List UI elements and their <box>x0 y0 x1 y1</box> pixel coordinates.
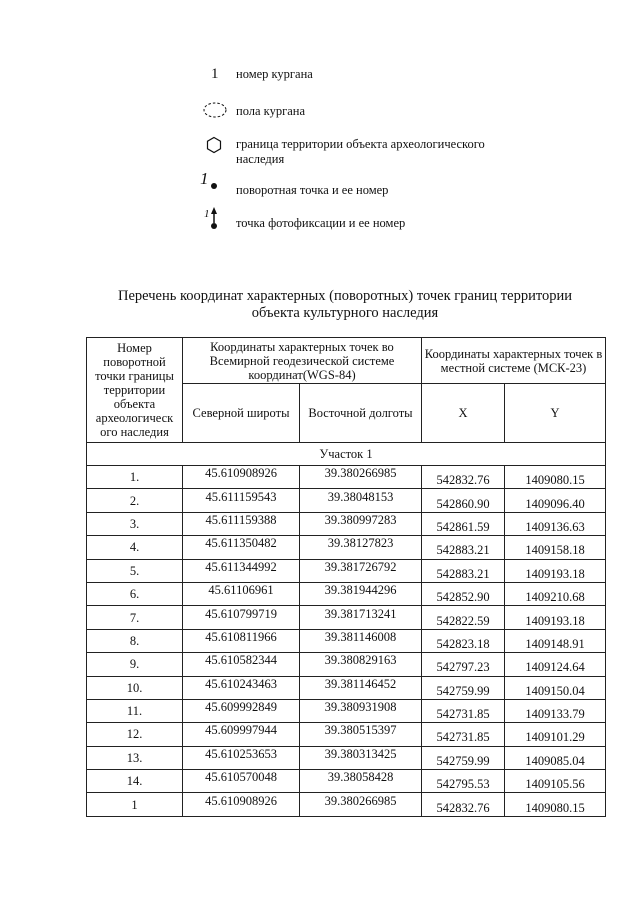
header-msk23-group: Координаты характерных точек в местной системе (МСК-23) <box>422 338 606 384</box>
table-row <box>87 723 606 746</box>
cell-longitude: 39.381146008 <box>300 629 422 652</box>
coordinates-table <box>86 337 606 817</box>
cell-latitude: 45.609992849 <box>183 699 300 722</box>
cell-x: 542731.85 <box>422 699 505 722</box>
cell-x: 542860.90 <box>422 489 505 512</box>
cell-longitude: 39.380313425 <box>300 746 422 769</box>
cell-longitude: 39.38127823 <box>300 536 422 559</box>
cell-latitude: 45.610582344 <box>183 653 300 676</box>
cell-point-number: 6. <box>87 582 183 605</box>
cell-y: 1409080.15 <box>505 793 606 816</box>
cell-x: 542832.76 <box>422 793 505 816</box>
table-row <box>87 582 606 605</box>
cell-y: 1409080.15 <box>505 466 606 489</box>
cell-x: 542822.59 <box>422 606 505 629</box>
cell-latitude: 45.610799719 <box>183 606 300 629</box>
cell-point-number: 2. <box>87 489 183 512</box>
section-label: Участок 1 <box>87 443 606 466</box>
cell-y: 1409096.40 <box>505 489 606 512</box>
cell-latitude: 45.610908926 <box>183 793 300 816</box>
cell-y: 1409124.64 <box>505 653 606 676</box>
cell-latitude: 45.610570048 <box>183 770 300 793</box>
cell-point-number: 4. <box>87 536 183 559</box>
cell-x: 542852.90 <box>422 582 505 605</box>
mound-number-icon: 1 <box>211 66 219 82</box>
cell-latitude: 45.609997944 <box>183 723 300 746</box>
table-row <box>87 676 606 699</box>
cell-x: 542883.21 <box>422 559 505 582</box>
cell-x: 542795.53 <box>422 770 505 793</box>
table-row <box>87 512 606 535</box>
cell-point-number: 1 <box>87 793 183 816</box>
header-x: X <box>422 384 505 443</box>
table-row <box>87 629 606 652</box>
mound-floor-dashed-ellipse-icon <box>202 101 228 119</box>
table-row <box>87 559 606 582</box>
cell-longitude: 39.381726792 <box>300 559 422 582</box>
cell-point-number: 12. <box>87 723 183 746</box>
hexagon-boundary-icon <box>205 136 223 154</box>
cell-latitude: 45.610253653 <box>183 746 300 769</box>
cell-latitude: 45.61106961 <box>183 582 300 605</box>
cell-y: 1409136.63 <box>505 512 606 535</box>
cell-x: 542823.18 <box>422 629 505 652</box>
table-row <box>87 606 606 629</box>
cell-longitude: 39.38048153 <box>300 489 422 512</box>
header-longitude: Восточной долготы <box>300 384 422 443</box>
document-title-line2: объекта культурного наследия <box>251 305 439 321</box>
cell-x: 542832.76 <box>422 466 505 489</box>
document-title-line1: Перечень координат характерных (поворотных) точек границ территории <box>117 288 573 304</box>
cell-longitude: 39.381944296 <box>300 582 422 605</box>
photo-point-number: 1 <box>204 208 210 220</box>
legend-label-boundary-line2: наследия <box>236 152 285 166</box>
cell-y: 1409085.04 <box>505 746 606 769</box>
cell-point-number: 11. <box>87 699 183 722</box>
table-row <box>87 770 606 793</box>
cell-point-number: 9. <box>87 653 183 676</box>
photo-point-arrow <box>208 207 220 231</box>
cell-latitude: 45.610908926 <box>183 466 300 489</box>
cell-x: 542861.59 <box>422 512 505 535</box>
turning-point-number: 1 <box>200 169 209 188</box>
cell-x: 542731.85 <box>422 723 505 746</box>
legend-label-mound-number: номер кургана <box>236 67 313 81</box>
cell-latitude: 45.610243463 <box>183 676 300 699</box>
cell-point-number: 7. <box>87 606 183 629</box>
cell-y: 1409150.04 <box>505 676 606 699</box>
cell-point-number: 10. <box>87 676 183 699</box>
table-row <box>87 489 606 512</box>
document-title <box>90 288 600 322</box>
cell-latitude: 45.611344992 <box>183 559 300 582</box>
photo-point-icon <box>204 207 224 231</box>
cell-y: 1409148.91 <box>505 629 606 652</box>
cell-y: 1409158.18 <box>505 536 606 559</box>
turning-point-icon <box>200 170 222 192</box>
table-row <box>87 746 606 769</box>
cell-point-number: 3. <box>87 512 183 535</box>
legend-label-photo-point: точка фотофиксации и ее номер <box>236 216 406 230</box>
cell-y: 1409193.18 <box>505 606 606 629</box>
cell-point-number: 8. <box>87 629 183 652</box>
header-y: Y <box>505 384 606 443</box>
cell-x: 542759.99 <box>422 676 505 699</box>
cell-x: 542883.21 <box>422 536 505 559</box>
cell-latitude: 45.610811966 <box>183 629 300 652</box>
cell-longitude: 39.380997283 <box>300 512 422 535</box>
legend-label-turning-point: поворотная точка и ее номер <box>236 183 389 197</box>
turning-point-dot <box>211 183 217 189</box>
cell-y: 1409101.29 <box>505 723 606 746</box>
cell-longitude: 39.380266985 <box>300 466 422 489</box>
cell-y: 1409210.68 <box>505 582 606 605</box>
cell-latitude: 45.611350482 <box>183 536 300 559</box>
cell-x: 542759.99 <box>422 746 505 769</box>
cell-longitude: 39.381146452 <box>300 676 422 699</box>
cell-point-number: 14. <box>87 770 183 793</box>
table-row <box>87 699 606 722</box>
table-row <box>87 466 606 489</box>
cell-point-number: 13. <box>87 746 183 769</box>
cell-longitude: 39.380931908 <box>300 699 422 722</box>
header-wgs84-group: Координаты характерных точек во Всемирной геодезической системе координат(WGS-84) <box>183 338 422 384</box>
cell-point-number: 5. <box>87 559 183 582</box>
table-row <box>87 653 606 676</box>
table-row <box>87 536 606 559</box>
legend-label-mound-floor: пола кургана <box>236 104 305 118</box>
cell-longitude: 39.380829163 <box>300 653 422 676</box>
legend-label-boundary <box>236 137 485 167</box>
cell-latitude: 45.611159388 <box>183 512 300 535</box>
header-point-number: Номер поворотной точки границы территории объекта археологическ ого наследия <box>87 338 183 443</box>
cell-longitude: 39.380515397 <box>300 723 422 746</box>
cell-latitude: 45.611159543 <box>183 489 300 512</box>
cell-y: 1409193.18 <box>505 559 606 582</box>
cell-x: 542797.23 <box>422 653 505 676</box>
cell-longitude: 39.380266985 <box>300 793 422 816</box>
header-latitude: Северной широты <box>183 384 300 443</box>
legend-label-boundary-line1: граница территории объекта археологического <box>236 137 485 151</box>
cell-longitude: 39.38058428 <box>300 770 422 793</box>
cell-y: 1409133.79 <box>505 699 606 722</box>
cell-y: 1409105.56 <box>505 770 606 793</box>
cell-longitude: 39.381713241 <box>300 606 422 629</box>
table-row <box>87 793 606 816</box>
cell-point-number: 1. <box>87 466 183 489</box>
